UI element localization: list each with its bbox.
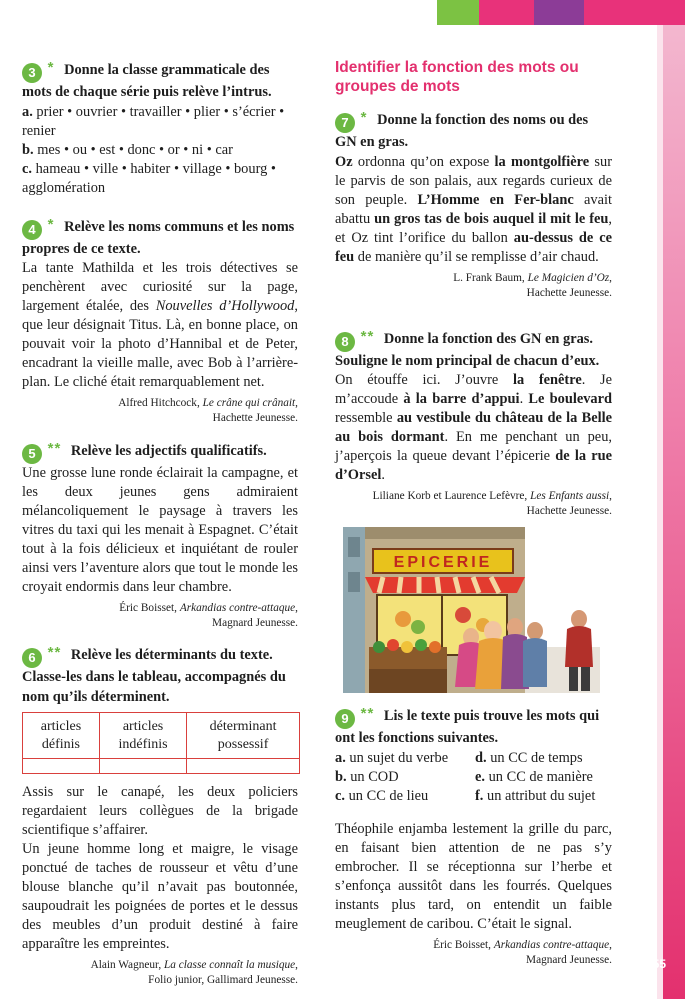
exercise-7-heading bbox=[335, 108, 612, 153]
source-citation: Liliane Korb et Laurence Lefèvre, Les Enfants aussi, Hachette Jeunesse. bbox=[372, 490, 612, 517]
source-citation: Éric Boisset, Arkandias contre-attaque, Magnard Jeunesse. bbox=[433, 938, 612, 966]
option-text: un sujet du verbe bbox=[349, 749, 449, 766]
answer-cell[interactable] bbox=[99, 759, 186, 774]
bold-group: à la barre d’appui bbox=[403, 391, 520, 407]
source-publisher: Magnard Jeunesse. bbox=[526, 953, 612, 966]
bold-group: la fenêtre bbox=[512, 372, 582, 388]
margin-band bbox=[663, 25, 685, 999]
source-title: Le crâne qui crânait bbox=[202, 397, 296, 409]
difficulty-stars: * bbox=[360, 109, 368, 126]
series-a bbox=[22, 103, 298, 141]
source-author: Alfred Hitchcock, bbox=[118, 397, 203, 409]
difficulty-stars: ** bbox=[360, 705, 375, 722]
source-publisher: Hachette Jeunesse. bbox=[526, 286, 612, 299]
option-text: un attribut du sujet bbox=[487, 787, 596, 804]
source-citation: Éric Boisset, Arkandias contre-attaque, Magnard Jeunesse. bbox=[119, 602, 298, 629]
bold-group: L’Homme en Fer-blanc bbox=[417, 191, 574, 208]
text-segment: de manière qu’il se remplisse d’air chaud. bbox=[354, 248, 599, 265]
source-citation: L. Frank Baum, Le Magicien d’Oz, Hachette Jeunesse. bbox=[453, 271, 612, 299]
text-segment: , et Oz tint l’orifice du ballon bbox=[335, 210, 612, 246]
color-tab-purple bbox=[534, 0, 584, 25]
option-item bbox=[335, 768, 475, 787]
exercise-7 bbox=[335, 108, 612, 301]
option-item bbox=[335, 787, 475, 806]
option-text: un CC de temps bbox=[490, 749, 583, 766]
series-text: hameau • ville • habiter • village • bourg • agglomération bbox=[22, 160, 276, 196]
exercise-instruction: Relève les noms communs et les noms propres de ce texte. bbox=[22, 218, 295, 257]
text-segment: sur le parvis de son palais, aux regards curieux de son peuple. bbox=[335, 153, 612, 208]
source-citation: Alfred Hitchcock, Le crâne qui crânait, Hachette Jeunesse. bbox=[118, 397, 298, 424]
table-header-row bbox=[23, 713, 300, 759]
source-title: Arkandias contre-attaque bbox=[179, 602, 296, 614]
left-column bbox=[22, 58, 298, 988]
exercise-4-heading bbox=[22, 215, 298, 260]
source-author: Alain Wagneur, bbox=[90, 959, 164, 971]
exercise-text: Une grosse lune ronde éclairait la campagne, et les deux jeunes gens admiraient mélancoliquement le paysage à travers les vitres du taxi qui les menait à Espagnet. C’était tout à la fois délicieux et inquiétant de rouler ainsi vers l’aventure alors que tout le monde les croyait endormis dans leur chambre. bbox=[22, 465, 298, 595]
bold-group: Le boulevard bbox=[528, 391, 612, 407]
bold-group: au-dessus de ce feu bbox=[335, 229, 612, 265]
text-segment: avait abattu bbox=[335, 191, 612, 227]
source-title: Les Enfants aussi bbox=[530, 490, 610, 502]
bold-group: un gros tas de bois auquel il mit le feu bbox=[374, 210, 609, 227]
option-item bbox=[335, 749, 475, 768]
exercise-5-heading bbox=[22, 439, 298, 464]
exercise-5 bbox=[22, 439, 298, 631]
text-part-italic: Nouvelles d’Hollywood bbox=[155, 298, 295, 314]
exercise-text: Théophile enjamba lestement la grille du parc, en faisant bien attention de ne pas s’y embrocher. Il se réceptionna sur l’herbe et s’enfonça aussitôt dans les fourrés. Quelques instants plus tard, on entendit un faible meuglement de caribou. C’était le signal. bbox=[335, 820, 612, 932]
color-tab-green bbox=[437, 0, 479, 25]
exercise-9-heading bbox=[335, 704, 612, 749]
option-label: a. bbox=[335, 749, 346, 766]
answer-cell[interactable] bbox=[23, 759, 100, 774]
determiners-table bbox=[22, 712, 300, 774]
series-text: prier • ouvrier • travailler • plier • s’écrier • renier bbox=[22, 103, 285, 139]
difficulty-stars: * bbox=[47, 215, 55, 233]
option-label: f. bbox=[475, 787, 484, 804]
option-label: e. bbox=[475, 768, 485, 785]
option-item bbox=[475, 768, 612, 787]
exercise-8 bbox=[335, 327, 612, 520]
exercise-number-badge: 9 bbox=[335, 709, 355, 729]
exercise-8-heading bbox=[335, 327, 612, 372]
difficulty-stars: ** bbox=[47, 644, 62, 661]
source-publisher: Hachette Jeunesse. bbox=[526, 505, 612, 517]
color-tab-pink bbox=[479, 0, 534, 25]
series-b bbox=[22, 141, 298, 160]
exercise-number-badge: 4 bbox=[22, 220, 42, 240]
bold-group: la montgolfière bbox=[494, 153, 590, 170]
series-label: a. bbox=[22, 103, 33, 120]
exercise-6-heading bbox=[22, 643, 298, 707]
source-title: La classe connaît la musique bbox=[164, 959, 296, 971]
series-text: mes • ou • est • donc • or • ni • car bbox=[37, 141, 233, 158]
option-label: d. bbox=[475, 749, 487, 766]
option-text: un CC de lieu bbox=[348, 787, 429, 804]
exercise-instruction: Donne la fonction des GN en gras. Souligne le nom principal de chacun d’eux. bbox=[335, 330, 600, 369]
exercise-number-badge: 3 bbox=[22, 63, 42, 83]
series-c bbox=[22, 160, 298, 198]
text-segment: . bbox=[381, 467, 385, 483]
exercise-9 bbox=[335, 704, 612, 968]
exercise-instruction: Relève les déterminants du texte. Classe-les dans le tableau, accompagnés du nom qu’ils déterminent. bbox=[22, 647, 286, 705]
exercise-instruction: Donne la fonction des noms ou des GN en gras. bbox=[335, 112, 589, 150]
option-item bbox=[475, 749, 612, 768]
option-text: un CC de manière bbox=[488, 768, 593, 785]
source-publisher: Hachette Jeunesse. bbox=[212, 412, 298, 424]
text-part: , que leur désignait Titus. Là, en bonne place, on pouvait voir la photo d’Hannibal et de Peter, encadrant la vieille malle, avec Bob à l’arrière-plan. Le cliché était remarquablement net. bbox=[22, 298, 298, 390]
color-tab-pink-wide bbox=[584, 0, 685, 25]
section-title: Identifier la fonction des mots ou groupes de mots bbox=[335, 59, 579, 95]
function-options bbox=[335, 749, 612, 806]
exercise-3 bbox=[22, 58, 298, 198]
option-label: b. bbox=[335, 768, 347, 785]
table-header-cell: articles indéfinis bbox=[99, 713, 186, 759]
difficulty-stars: ** bbox=[47, 440, 62, 457]
exercise-number-badge: 5 bbox=[22, 444, 42, 464]
exercise-text bbox=[335, 153, 612, 267]
text-segment: On étouffe ici. J’ouvre bbox=[335, 372, 513, 388]
table-header-cell: déterminant possessif bbox=[187, 713, 300, 759]
source-author: Éric Boisset, bbox=[119, 602, 180, 614]
exercise-4 bbox=[22, 215, 298, 427]
exercise-6 bbox=[22, 643, 298, 988]
answer-cell[interactable] bbox=[187, 759, 300, 774]
page-number: 55 bbox=[652, 957, 666, 971]
grocery-shop-illustration bbox=[343, 527, 600, 693]
bold-group: Oz bbox=[335, 153, 353, 170]
option-text: un COD bbox=[350, 768, 399, 785]
source-publisher: Folio junior, Gallimard Jeunesse. bbox=[148, 974, 298, 986]
exercise-text bbox=[335, 371, 612, 485]
text-segment: . Je m’accoude bbox=[335, 372, 613, 407]
table-header-cell: articles définis bbox=[23, 713, 100, 759]
source-citation: Alain Wagneur, La classe connaît la musique, Folio junior, Gallimard Jeunesse. bbox=[90, 959, 298, 986]
option-label: c. bbox=[335, 787, 345, 804]
exercise-text: Assis sur le canapé, les deux policiers regardaient leurs collègues de la brigade scientifique s’affairer. bbox=[22, 784, 298, 838]
exercise-text: Un jeune homme long et maigre, le visage ponctué de taches de rousseur et vêtu d’une blouse blanche qu’il n’avait pas boutonnée, saupoudrait les poignées de portes et le dessus des meubles d’un produit destiné à faire apparaître les empreintes. bbox=[22, 841, 298, 952]
text-part: La tante Mathilda et les trois détectives se penchèrent avec curiosité sur la page, largement étalée, des bbox=[22, 260, 298, 314]
source-title: Arkandias contre-attaque bbox=[493, 938, 610, 951]
series-label: b. bbox=[22, 141, 34, 158]
exercise-number-badge: 6 bbox=[22, 648, 42, 668]
bold-group: de la rue d’Orsel bbox=[335, 448, 612, 483]
text-segment: . bbox=[519, 391, 529, 407]
text-segment: ressemble bbox=[335, 410, 397, 426]
exercise-number-badge: 8 bbox=[335, 332, 355, 352]
exercise-instruction: Lis le texte puis trouve les mots qui ont les fonctions suivantes. bbox=[335, 708, 600, 746]
bold-group: au vestibule du château de la Belle au bois dormant bbox=[335, 410, 613, 445]
series-label: c. bbox=[22, 160, 32, 177]
exercise-3-heading bbox=[22, 58, 298, 103]
source-publisher: Magnard Jeunesse. bbox=[212, 617, 298, 629]
shop-sign-text: EPICERIE bbox=[393, 554, 493, 571]
exercise-number-badge: 7 bbox=[335, 113, 355, 133]
option-item bbox=[475, 787, 612, 806]
source-title: Le Magicien d’Oz bbox=[527, 271, 610, 284]
right-column bbox=[335, 58, 612, 519]
source-author: Liliane Korb et Laurence Lefèvre, bbox=[372, 490, 531, 502]
source-author: Éric Boisset, bbox=[433, 938, 494, 951]
table-answer-row bbox=[23, 759, 300, 774]
difficulty-stars: * bbox=[47, 59, 55, 76]
difficulty-stars: ** bbox=[360, 327, 375, 345]
text-segment: . En me penchant un peu, j’aperçois la queue devant l’épicerie bbox=[335, 429, 612, 464]
exercise-instruction: Donne la classe grammaticale des mots de chaque série puis relève l’intrus. bbox=[22, 62, 272, 100]
text-segment: ordonna qu’on expose bbox=[352, 153, 495, 170]
exercise-instruction: Relève les adjectifs qualificatifs. bbox=[70, 443, 267, 459]
source-author: L. Frank Baum, bbox=[453, 271, 528, 284]
exercise-text bbox=[22, 259, 298, 392]
